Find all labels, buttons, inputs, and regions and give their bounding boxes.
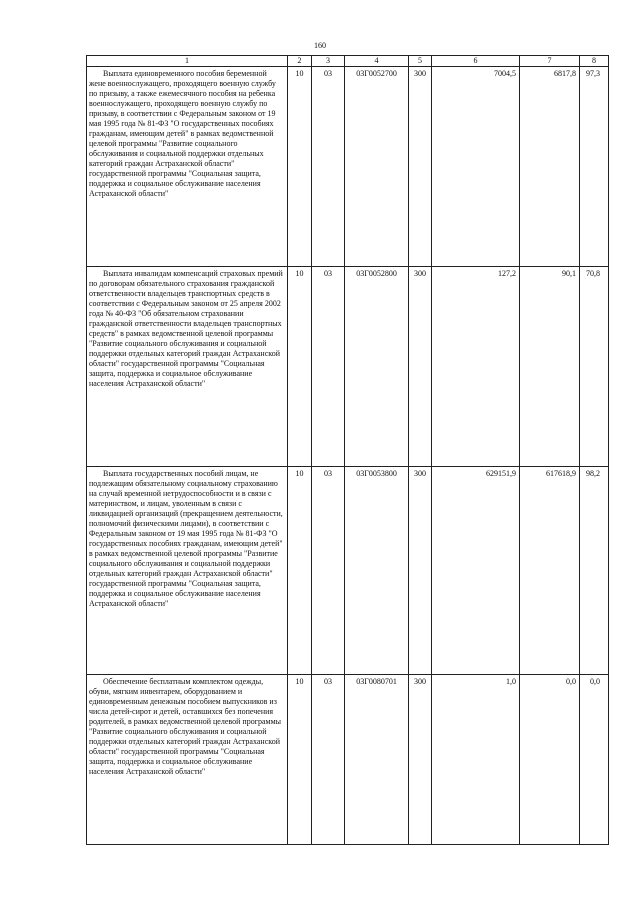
section-code: 10 — [288, 467, 312, 675]
column-header: 7 — [520, 56, 580, 67]
target-article-code: 03Г0052800 — [345, 267, 409, 467]
execution-percent: 70,8 — [580, 267, 609, 467]
column-header: 4 — [345, 56, 409, 67]
execution-percent: 0,0 — [580, 675, 609, 845]
expense-type-code: 300 — [409, 467, 432, 675]
planned-amount: 127,2 — [432, 267, 520, 467]
subsection-code: 03 — [312, 67, 345, 267]
table-row — [87, 67, 609, 267]
table-row — [87, 267, 609, 467]
column-header: 8 — [580, 56, 609, 67]
row-description-cell — [87, 675, 288, 845]
actual-amount: 617618,9 — [520, 467, 580, 675]
actual-amount: 6817,8 — [520, 67, 580, 267]
row-description: Выплата государственных пособий лицам, не подлежащим обязательному социальному страхованию на случай временной нетрудоспособности и в связи с материнством, и лицам, уволенным в связи с ликвидацией организаций (прекращением деятельности, полномочий физическими лицами), в соответствии с Федеральным законом от 19 мая 1995 года № 81-ФЗ "О государственных пособиях гражданам, имеющим детей" в рамках ведомственной целевой программы "Развитие социального обслуживания и социальной поддержки отдельных категорий граждан Астраханской области" государственной программы "Социальная защита, поддержка и социальное обслуживание населения Астраханской области" — [89, 469, 283, 608]
expense-type-code: 300 — [409, 267, 432, 467]
planned-amount: 7004,5 — [432, 67, 520, 267]
section-code: 10 — [288, 675, 312, 845]
row-description-cell — [87, 467, 288, 675]
planned-amount: 1,0 — [432, 675, 520, 845]
row-description-cell — [87, 67, 288, 267]
column-header: 5 — [409, 56, 432, 67]
row-description-cell — [87, 267, 288, 467]
actual-amount: 90,1 — [520, 267, 580, 467]
section-code: 10 — [288, 267, 312, 467]
column-header: 6 — [432, 56, 520, 67]
planned-amount: 629151,9 — [432, 467, 520, 675]
column-header: 3 — [312, 56, 345, 67]
row-description: Выплата инвалидам компенсаций страховых премий по договорам обязательного страхования гражданской ответственности владельцев транспортных средств в соответствии с Федеральным законом от 25 апреля 2002 года № 40-ФЗ "Об обязательном страховании гражданской ответственности владельцев транспортных средств" в рамках ведомственной целевой программы "Развитие социального обслуживания и социальной поддержки отдельных категорий граждан Астраханской области" государственной программы "Социальная защита, поддержка и социальное обслуживание населения Астраханской области" — [89, 269, 283, 388]
header-row — [87, 56, 609, 67]
execution-percent: 97,3 — [580, 67, 609, 267]
section-code: 10 — [288, 67, 312, 267]
actual-amount: 0,0 — [520, 675, 580, 845]
subsection-code: 03 — [312, 467, 345, 675]
target-article-code: 03Г0052700 — [345, 67, 409, 267]
target-article-code: 03Г0053800 — [345, 467, 409, 675]
column-header: 2 — [288, 56, 312, 67]
expense-type-code: 300 — [409, 67, 432, 267]
table-row — [87, 467, 609, 675]
target-article-code: 03Г0080701 — [345, 675, 409, 845]
page-number: 160 — [314, 41, 326, 50]
row-description: Выплата единовременного пособия беременной жене военнослужащего, проходящего военную службу по призыву, а также ежемесячного пособия на ребенка военнослужащего, проходящего военную службу по призыву, в соответствии с Федеральным законом от 19 мая 1995 года № 81-ФЗ "О государственных пособиях гражданам, имеющим детей" в рамках ведомственной целевой программы "Развитие социального обслуживания и социальной поддержки отдельных категорий граждан Астраханской области" государственной программы "Социальная защита, поддержка и социальное обслуживание населения Астраханской области" — [89, 69, 276, 198]
budget-table — [86, 55, 609, 845]
subsection-code: 03 — [312, 267, 345, 467]
column-header: 1 — [87, 56, 288, 67]
execution-percent: 98,2 — [580, 467, 609, 675]
table-row — [87, 675, 609, 845]
subsection-code: 03 — [312, 675, 345, 845]
row-description: Обеспечение бесплатным комплектом одежды, обуви, мягким инвентарем, оборудованием и единовременным денежным пособием выпускников из числа детей-сирот и детей, оставшихся без попечения родителей, в рамках ведомственной целевой программы "Развитие социального обслуживания и социальной поддержки отдельных категорий граждан Астраханской области" государственной программы "Социальная защита, поддержка и социальное обслуживание населения Астраханской области" — [89, 677, 282, 776]
expense-type-code: 300 — [409, 675, 432, 845]
